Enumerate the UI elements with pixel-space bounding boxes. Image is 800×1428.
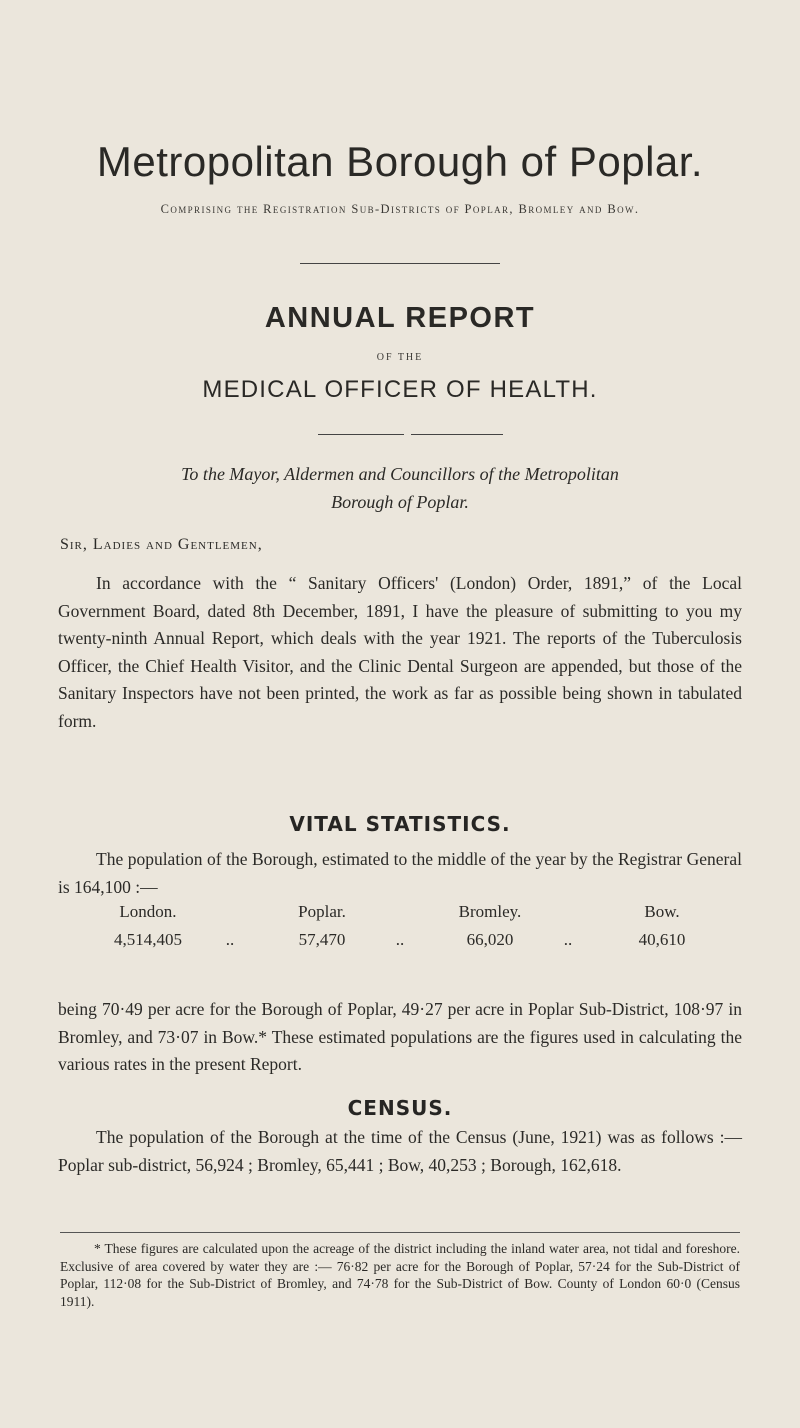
column-header: Bow. — [644, 902, 680, 921]
table-cell: 57,470 — [298, 930, 346, 949]
footnote-text: * These figures are calculated upon the acreage of the district including the inland water area, not tidal and foreshore. Exclusive of area covered by water they are :— 76·82 per acre for the Borough of Poplar, 57·24 for the Sub-District of Poplar, 112·08 for the Sub-District of Bromley, and 74·78 for the Sub-District of Bow. County of London 60·0 (Census 1911). — [60, 1241, 740, 1309]
divider — [318, 434, 404, 435]
page-subtitle: Comprising the Registration Sub-Districts of Poplar, Bromley and Bow. — [160, 202, 640, 216]
intro-paragraph — [58, 570, 742, 736]
address-line: To the Mayor, Aldermen and Councillors of the Metropolitan — [181, 464, 619, 484]
table-cell: 40,610 — [638, 930, 686, 949]
vital-intro-text: The population of the Borough, estimated to the middle of the year by the Registrar General is 164,100 :— — [58, 849, 742, 897]
vital-intro-paragraph — [58, 846, 742, 901]
report-title: ANNUAL REPORT — [264, 302, 536, 334]
table-cell: 66,020 — [466, 930, 514, 949]
leader-dots: .. — [563, 930, 573, 949]
salutation: Sir, Ladies and Gentlemen, — [60, 536, 263, 553]
table-header-row — [60, 902, 740, 930]
density-text: being 70·49 per acre for the Borough of Poplar, 49·27 per acre in Poplar Sub-District, 108·97 in Bromley, and 73·07 in Bow.* These estimated populations are the figures used in calculating the various rates in the present Report. — [58, 999, 742, 1075]
leader-dots: .. — [225, 930, 235, 949]
census-paragraph — [58, 1124, 742, 1179]
divider — [411, 434, 503, 435]
footnote — [60, 1240, 740, 1310]
report-officer-title: MEDICAL OFFICER OF HEALTH. — [202, 376, 598, 403]
table-cell: 4,514,405 — [114, 930, 182, 949]
divider — [300, 263, 500, 264]
census-heading: CENSUS. — [347, 1096, 453, 1120]
column-header: Poplar. — [298, 902, 346, 921]
page-title: Metropolitan Borough of Poplar. — [96, 138, 704, 185]
column-header: London. — [119, 902, 177, 921]
address — [0, 460, 800, 516]
leader-dots: .. — [395, 930, 405, 949]
table-row — [60, 930, 740, 958]
footnote-divider — [60, 1232, 740, 1233]
report-of-the: OF THE — [376, 352, 424, 363]
density-paragraph — [58, 996, 742, 1079]
population-table — [60, 902, 740, 958]
address-line: Borough of Poplar. — [331, 492, 469, 512]
vital-statistics-heading: VITAL STATISTICS. — [289, 812, 511, 836]
census-text: The population of the Borough at the time of the Census (June, 1921) was as follows :—Poplar sub-district, 56,924 ; Bromley, 65,441 ; Bow, 40,253 ; Borough, 162,618. — [58, 1127, 742, 1175]
column-header: Bromley. — [458, 902, 522, 921]
intro-text: In accordance with the “ Sanitary Officers' (London) Order, 1891,” of the Local Government Board, dated 8th December, 1891, I have the pleasure of submitting to you my twenty-ninth Annual Report, which deals with the year 1921. The reports of the Tuberculosis Officer, the Chief Health Visitor, and the Clinic Dental Surgeon are appended, but those of the Sanitary Inspectors have not been printed, the work as far as possible being shown in tabulated form. — [58, 573, 742, 731]
